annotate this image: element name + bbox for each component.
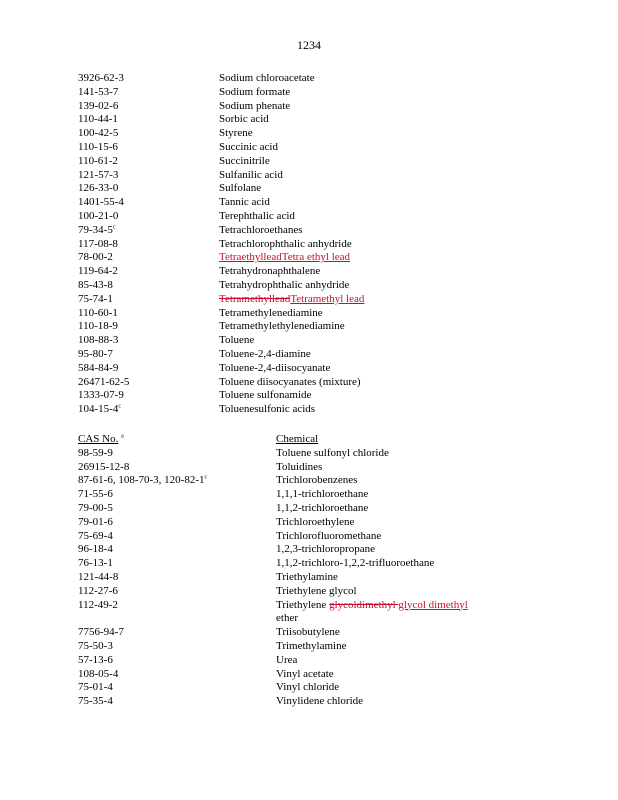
chemical-name bbox=[219, 251, 350, 265]
chemical-name: Sodium formate bbox=[219, 85, 291, 98]
chemical-name: Tetramethylethylenediamine bbox=[219, 320, 345, 333]
chemical-name: Toluene diisocyanates (mixture) bbox=[219, 375, 361, 388]
chemical-name: Succinitrile bbox=[219, 154, 270, 167]
inserted-text: Tetra ethyl lead bbox=[281, 251, 351, 264]
chemical-name bbox=[276, 599, 506, 627]
chemical-name: Toluidines bbox=[276, 460, 323, 473]
cas-number: 75-35-4 bbox=[78, 695, 113, 708]
cas-number: 75-50-3 bbox=[78, 639, 113, 652]
footnote-marker: a bbox=[121, 433, 124, 440]
chemical-text: ether bbox=[276, 612, 298, 625]
cas-number: 110-61-2 bbox=[78, 154, 118, 167]
cas-number: 126-33-0 bbox=[78, 182, 119, 195]
chemical-name: Sodium phenate bbox=[219, 99, 291, 112]
cas-number: 26471-62-5 bbox=[78, 375, 130, 388]
chemical-name: Urea bbox=[276, 653, 298, 666]
cas-number: 121-57-3 bbox=[78, 168, 119, 181]
chemical-column-header bbox=[276, 433, 506, 447]
cas-number: 79-00-5 bbox=[78, 501, 113, 514]
chemical-name: Triethylamine bbox=[276, 570, 338, 583]
cas-number: 26915-12-8 bbox=[78, 460, 130, 473]
chemical-name: Terephthalic acid bbox=[219, 209, 295, 222]
chemical-name: Tannic acid bbox=[219, 196, 270, 209]
chemical-name: Tetramethylenediamine bbox=[219, 306, 323, 319]
cas-number: 95-80-7 bbox=[78, 347, 113, 360]
chemical-name: Toluene-2,4-diisocyanate bbox=[219, 361, 331, 374]
chemical-name: Tetrachlorophthalic anhydride bbox=[219, 237, 352, 250]
cas-number bbox=[78, 403, 121, 417]
chemical-name: Tetrahydronaphthalene bbox=[219, 265, 321, 278]
cas-number: 75-74-1 bbox=[78, 292, 113, 305]
cas-number: 112-27-6 bbox=[78, 584, 118, 597]
cas-number: 96-18-4 bbox=[78, 543, 113, 556]
chemical-name bbox=[219, 293, 364, 307]
chemical-name: Vinyl chloride bbox=[276, 681, 340, 694]
cas-number: 110-60-1 bbox=[78, 306, 118, 319]
cas-number: 110-44-1 bbox=[78, 113, 118, 126]
cas-number: 98-59-9 bbox=[78, 446, 113, 459]
cas-value: 104-15-4 bbox=[78, 403, 119, 416]
chemical-name: Trichlorofluoromethane bbox=[276, 529, 382, 542]
chemical-name: Styrene bbox=[219, 127, 253, 140]
chemical-name: Tetrahydrophthalic anhydride bbox=[219, 278, 350, 291]
cas-number bbox=[78, 474, 207, 488]
chemical-name: Sodium chloroacetate bbox=[219, 72, 315, 84]
chemical-name: Trichlorobenzenes bbox=[276, 474, 358, 487]
cas-number: 3926-62-3 bbox=[78, 72, 124, 84]
chemical-name: Trichloroethylene bbox=[276, 515, 355, 528]
chemical-name: Triethylene glycol bbox=[276, 584, 357, 597]
deleted-text: Tetramethyllead bbox=[219, 292, 291, 305]
cas-number: 119-64-2 bbox=[78, 265, 118, 278]
chemical-text: Triethylene bbox=[276, 598, 330, 611]
cas-number: 100-21-0 bbox=[78, 209, 119, 222]
cas-number: 76-13-1 bbox=[78, 557, 113, 570]
chemical-name: Toluene sulfonyl chloride bbox=[276, 446, 389, 459]
cas-number: 75-01-4 bbox=[78, 681, 113, 694]
footnote-marker: c bbox=[204, 474, 208, 481]
chemical-name: 1,1,2-trichloroethane bbox=[276, 501, 369, 514]
cas-number: 1333-07-9 bbox=[78, 389, 124, 402]
cas-number: 78-00-2 bbox=[78, 251, 113, 264]
chemical-name: Vinyl acetate bbox=[276, 667, 334, 680]
inserted-text: Tetraethyllead bbox=[219, 251, 282, 264]
cas-number: 71-55-6 bbox=[78, 488, 113, 501]
chemical-name: Toluene sulfonamide bbox=[219, 389, 312, 402]
inserted-text: Tetramethyl lead bbox=[290, 292, 365, 305]
cas-number: 141-53-7 bbox=[78, 85, 119, 98]
deleted-text: glycoldimethyl bbox=[329, 598, 399, 611]
chemical-name: Trimethylamine bbox=[276, 639, 347, 652]
chemical-name: Sorbic acid bbox=[219, 113, 269, 126]
chemical-name: Sulfolane bbox=[219, 182, 262, 195]
chemical-header-label: Chemical bbox=[276, 433, 319, 445]
cas-number: 112-49-2 bbox=[78, 598, 118, 611]
chemical-name: Succinic acid bbox=[219, 140, 278, 153]
chemical-name: Toluenesulfonic acids bbox=[219, 403, 316, 416]
page-number: 1234 bbox=[297, 38, 321, 52]
cas-header-label: CAS No. bbox=[78, 433, 119, 445]
cas-number: 121-44-8 bbox=[78, 570, 119, 583]
cas-number: 100-42-5 bbox=[78, 127, 119, 140]
chemical-name: 1,2,3-trichloropropane bbox=[276, 543, 375, 556]
cas-column-header bbox=[78, 433, 124, 447]
cas-number: 117-08-8 bbox=[78, 237, 118, 250]
chemical-name: Vinylidene chloride bbox=[276, 695, 364, 708]
footnote-marker: c bbox=[112, 224, 116, 231]
cas-number: 1401-55-4 bbox=[78, 196, 124, 209]
cas-number: 110-18-9 bbox=[78, 320, 118, 333]
cas-number: 108-88-3 bbox=[78, 334, 119, 347]
footnote-marker: c bbox=[118, 403, 121, 410]
cas-number: 79-01-6 bbox=[78, 515, 113, 528]
cas-number: 85-43-8 bbox=[78, 278, 113, 291]
chemical-name: Tetrachloroethanes bbox=[219, 223, 303, 236]
chemical-name: Triisobutylene bbox=[276, 626, 340, 639]
cas-number: 584-84-9 bbox=[78, 361, 119, 374]
cas-number: 139-02-6 bbox=[78, 99, 119, 112]
cas-number: 57-13-6 bbox=[78, 653, 113, 666]
chemical-name: 1,1,2-trichloro-1,2,2-trifluoroethane bbox=[276, 557, 435, 570]
inserted-text: glycol dimethyl bbox=[398, 598, 468, 611]
chemical-name: 1,1,1-trichloroethane bbox=[276, 488, 369, 501]
chemical-name: Sulfanilic acid bbox=[219, 168, 283, 181]
cas-number: 7756-94-7 bbox=[78, 626, 124, 639]
cas-value: 87-61-6, 108-70-3, 120-82-1 bbox=[78, 474, 205, 487]
chemical-name: Toluene-2,4-diamine bbox=[219, 347, 311, 360]
cas-number: 75-69-4 bbox=[78, 529, 113, 542]
chemical-name: Toluene bbox=[219, 334, 255, 347]
cas-number: 108-05-4 bbox=[78, 667, 119, 680]
cas-number: 110-15-6 bbox=[78, 140, 118, 153]
cas-value: 79-34-5 bbox=[78, 223, 113, 236]
cas-number bbox=[78, 224, 116, 238]
